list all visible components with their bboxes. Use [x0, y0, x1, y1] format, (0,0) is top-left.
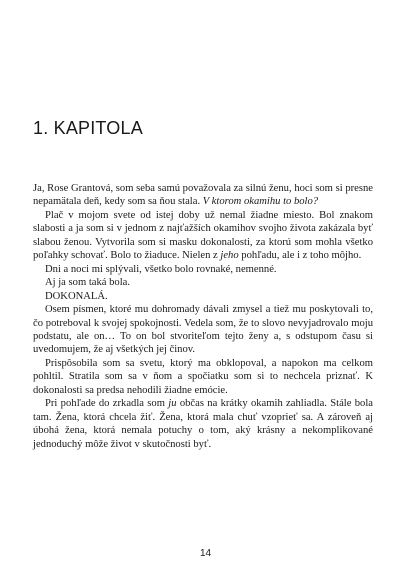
paragraph — [33, 276, 373, 289]
emphasized-text: jeho — [220, 250, 239, 262]
text-run: Pri pohľade do zrkadla som — [45, 398, 169, 410]
paragraph — [33, 182, 373, 209]
text-run: pohľadu, ale i z toho môjho. — [238, 250, 362, 262]
paragraph — [33, 397, 373, 451]
text-run: občas na krátky okamih zahliadla. Stále bola tam. Žena, ktorá chcela žiť. Žena, ktorá mala chuť vzoprieť sa. A zároveň aj úbohá žena, ktorá nemala potuchy o tom, aký krásny a nekomplikované jednoduchý môže život v skutočnosti byť. — [33, 398, 373, 450]
text-run: Dni a noci mi splývali, všetko bolo rovnaké, nemenné. — [45, 263, 277, 275]
text-run: Aj ja som taká bola. — [45, 277, 131, 289]
chapter-title: 1. KAPITOLA — [33, 118, 143, 138]
page-number: 14 — [199, 548, 212, 559]
paragraph — [33, 290, 373, 303]
text-run: Osem písmen, ktoré mu dohromady dávali zmysel a tiež mu poskytovali to, čo potreboval k svojej spokojnosti. Vedela som, že to slovo nevyjadrovalo moju podstatu, ale on… To on bol stvoriteľom tejto ženy a, s odstupom času si uvedomujem, že aj všetkých jej činov. — [33, 304, 373, 356]
chapter-body — [33, 182, 373, 451]
paragraph — [33, 209, 373, 263]
text-run: Prispôsobila som sa svetu, ktorý ma obklopoval, a napokon ma celkom pohltil. Stratila som sa v ňom a spočiatku som si to nechcela priznať. K dokonalosti sa predsa nehodili žiadne emócie. — [33, 357, 373, 396]
emphasized-text: V ktorom okamihu to bolo? — [202, 196, 319, 208]
emphasized-text: ju — [168, 398, 177, 410]
text-run: DOKONALÁ. — [45, 290, 108, 302]
paragraph — [33, 263, 373, 276]
paragraph — [33, 357, 373, 397]
text-run: Ja, Rose Grantová, som seba samú považovala za silnú ženu, hoci som si presne nepamätala deň, kedy som sa ňou stala. — [33, 183, 373, 208]
paragraph — [33, 303, 373, 357]
text-run: Plač v mojom svete od istej doby už nemal žiadne miesto. Bol znakom slabosti a ja som si v jednom z najťažších okamihov svojho života zakázala byť slabou ženou. Vytvorila som si masku dokonalosti, za ktorú som mohla všetko poľahky schovať. Bolo to žiaduce. Nielen z — [33, 209, 373, 262]
